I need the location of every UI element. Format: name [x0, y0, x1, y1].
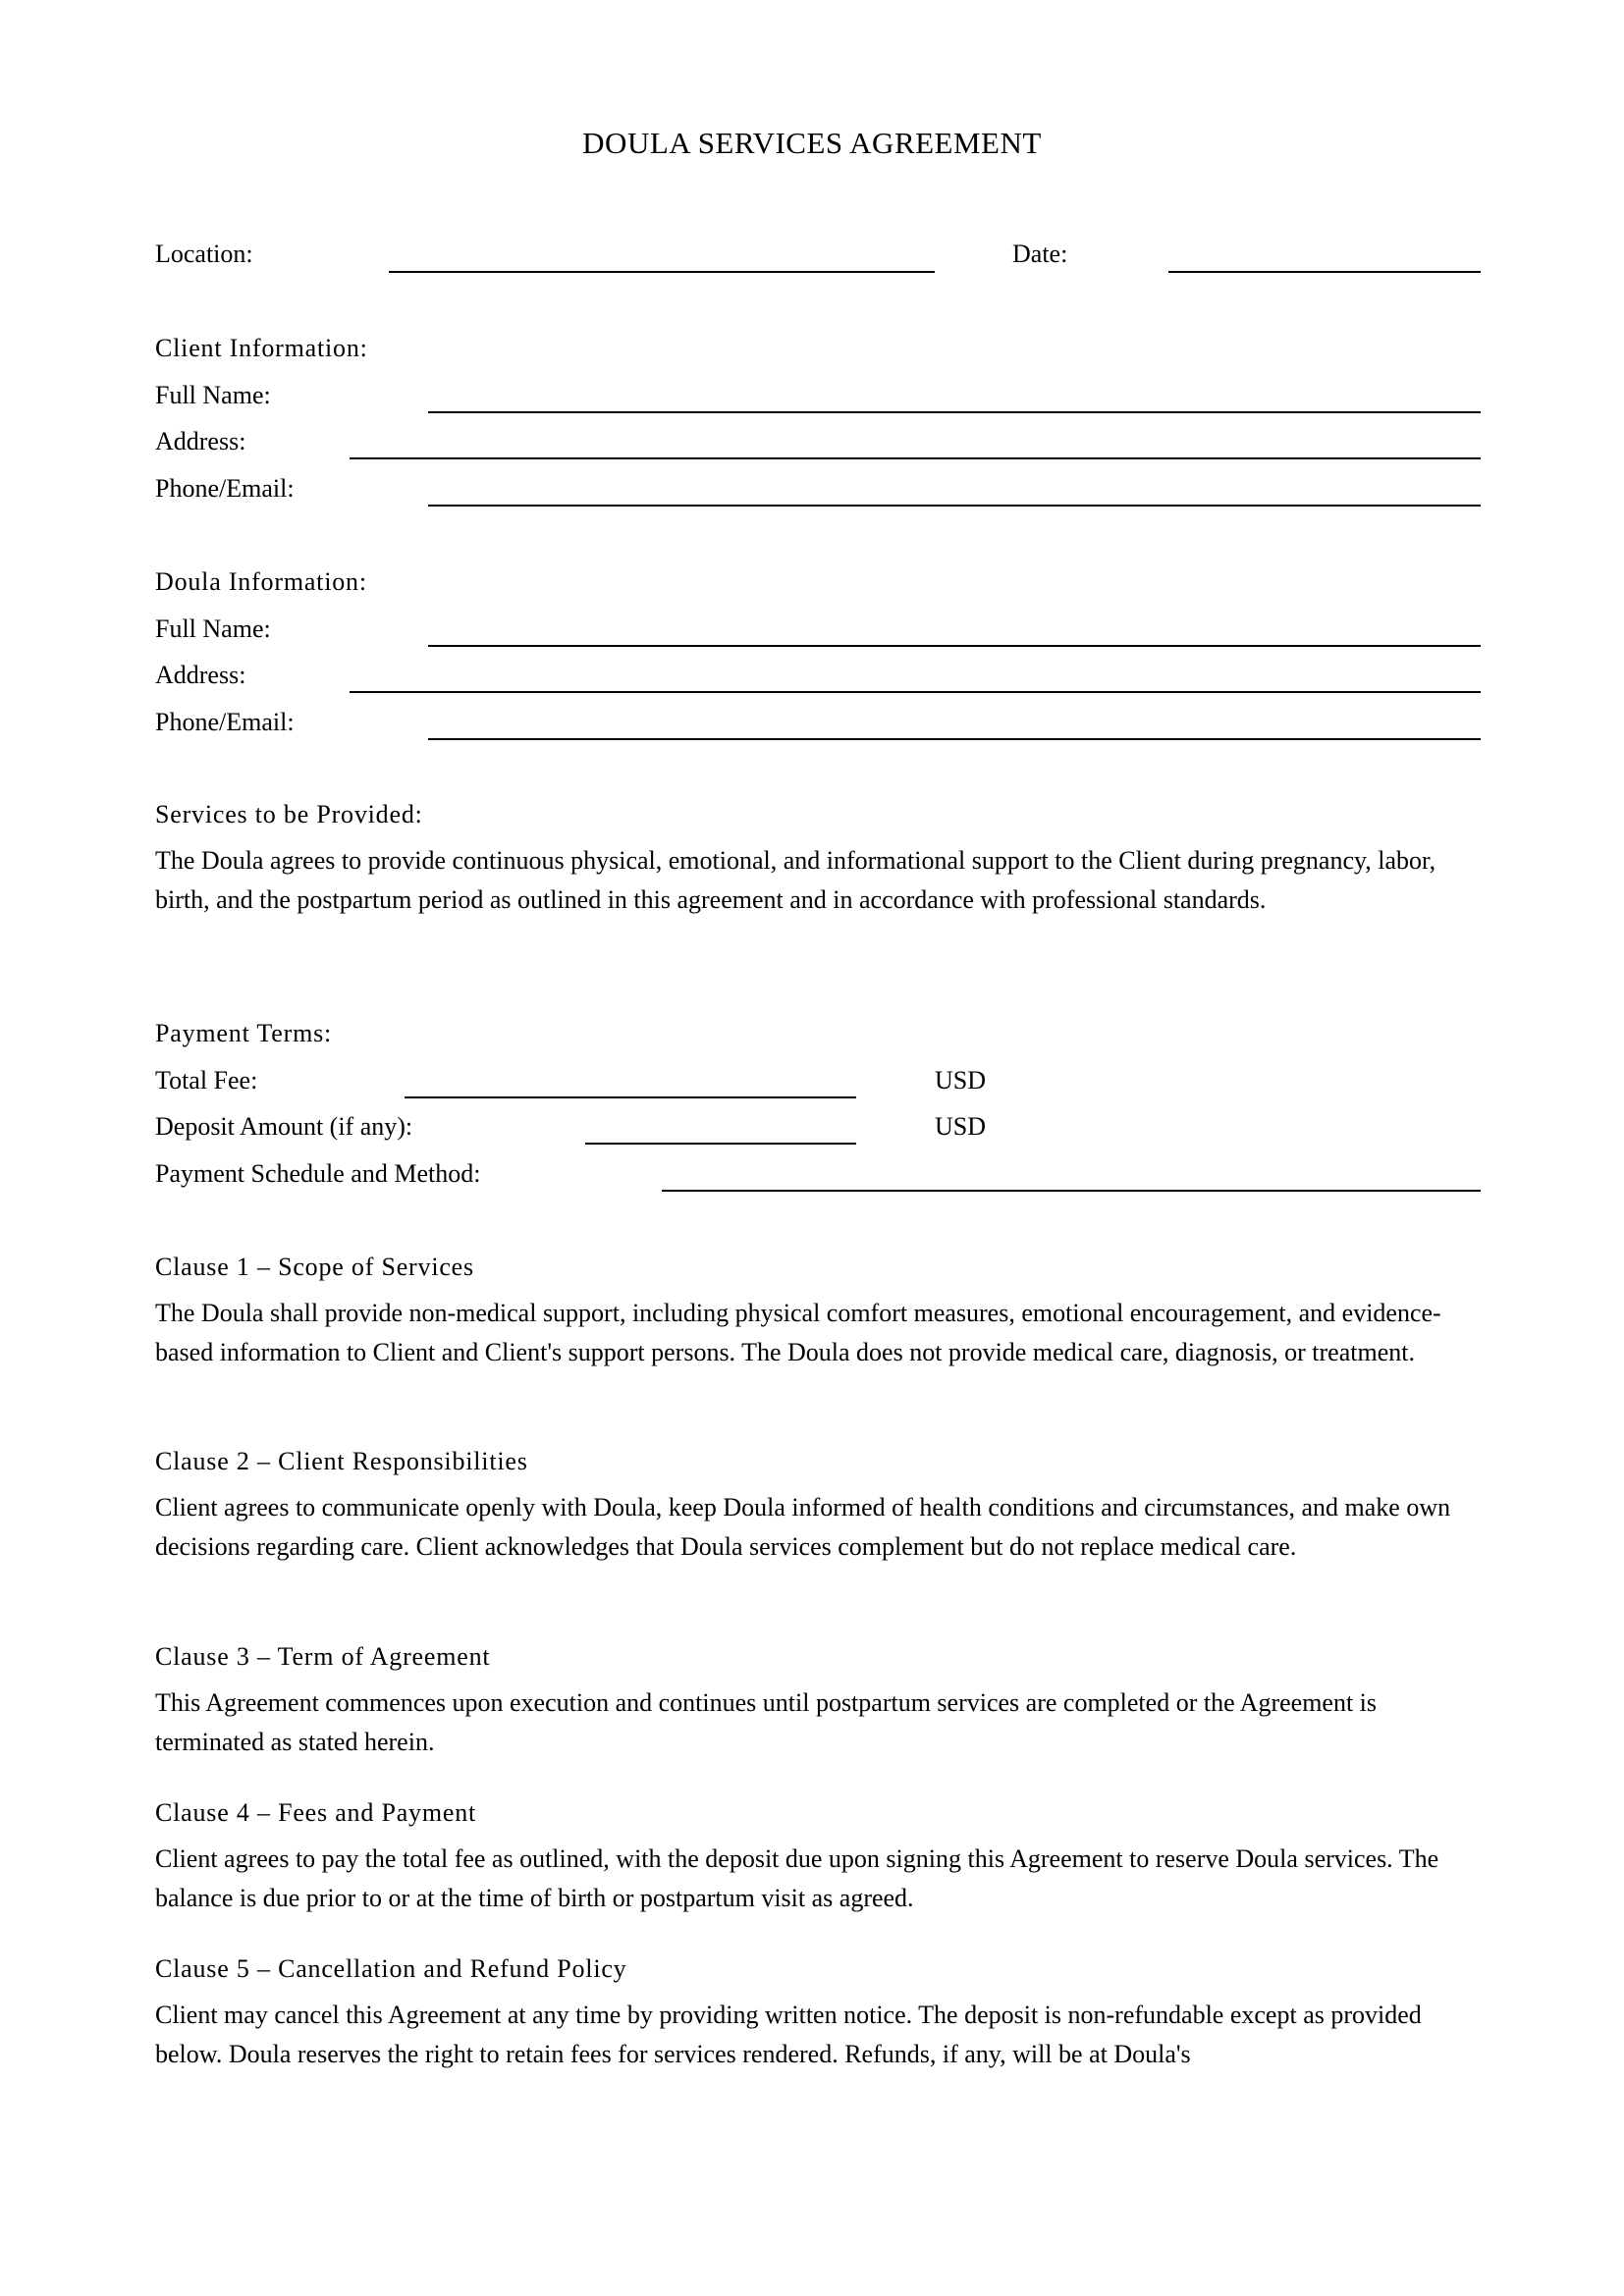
clause-4-text: Client agrees to pay the total fee as outlined, with the deposit due upon signing this Agreement to reserve Doula services. The balance is due prior to or at the time of birth or postpartum visit as agreed.: [155, 1844, 1439, 1912]
clause-4-heading: Clause 4 – Fees and Payment: [155, 1798, 477, 1827]
doula-phone-email-label: Phone/Email:: [155, 708, 295, 736]
client-address-field[interactable]: [350, 457, 1481, 459]
clause-5-text: Client may cancel this Agreement at any time by providing written notice. The deposit is non-refundable except as provided below. Doula reserves the right to retain fees for services rendered. Refunds, if any, will be at Doula's: [155, 2001, 1422, 2068]
clause-3-heading: Clause 3 – Term of Agreement: [155, 1642, 491, 1671]
deposit-currency: USD: [935, 1112, 987, 1141]
clause-3-text: This Agreement commences upon execution and continues until postpartum services are completed or the Agreement is terminated as stated herein.: [155, 1688, 1378, 1756]
clause-1-heading: Clause 1 – Scope of Services: [155, 1253, 474, 1281]
date-field[interactable]: [1168, 271, 1481, 273]
doula-address-label: Address:: [155, 661, 246, 689]
clause-1-text: The Doula shall provide non-medical support, including physical comfort measures, emotional encouragement, and evidence-based information to Client and Client's support persons. The Doula does not provide medical care, diagnosis, or treatment.: [155, 1299, 1441, 1366]
doula-full-name-label: Full Name:: [155, 614, 271, 643]
total-fee-label: Total Fee:: [155, 1066, 258, 1095]
deposit-amount-label: Deposit Amount (if any):: [155, 1112, 413, 1141]
doula-full-name-field[interactable]: [428, 645, 1481, 647]
doula-info-heading: Doula Information:: [155, 567, 367, 596]
location-label: Location:: [155, 240, 253, 268]
date-label: Date:: [1012, 240, 1068, 268]
clause-2-heading: Clause 2 – Client Responsibilities: [155, 1447, 528, 1475]
client-phone-email-label: Phone/Email:: [155, 474, 295, 503]
doula-phone-email-field[interactable]: [428, 738, 1481, 740]
client-info-heading: Client Information:: [155, 334, 368, 362]
clause-2-text: Client agrees to communicate openly with Doula, keep Doula informed of health conditions and circumstances, and make own decisions regarding care. Client acknowledges that Doula services complement but do not replace medical care.: [155, 1493, 1451, 1561]
payment-terms-heading: Payment Terms:: [155, 1019, 333, 1047]
services-heading: Services to be Provided:: [155, 800, 423, 828]
deposit-amount-field[interactable]: [585, 1143, 856, 1145]
services-text: The Doula agrees to provide continuous physical, emotional, and informational support to the Client during pregnancy, labor, birth, and the postpartum period as outlined in this agreement and in accordance with professional standards.: [155, 846, 1436, 914]
total-fee-field[interactable]: [405, 1096, 856, 1098]
client-phone-email-field[interactable]: [428, 505, 1481, 507]
payment-schedule-label: Payment Schedule and Method:: [155, 1159, 481, 1188]
location-field[interactable]: [389, 271, 935, 273]
clause-5-heading: Clause 5 – Cancellation and Refund Policy: [155, 1954, 627, 1983]
document-title: DOULA SERVICES AGREEMENT: [582, 126, 1042, 160]
payment-schedule-field[interactable]: [662, 1190, 1481, 1192]
client-address-label: Address:: [155, 427, 246, 455]
total-fee-currency: USD: [935, 1066, 987, 1095]
client-full-name-label: Full Name:: [155, 381, 271, 409]
doula-address-field[interactable]: [350, 691, 1481, 693]
client-full-name-field[interactable]: [428, 411, 1481, 413]
